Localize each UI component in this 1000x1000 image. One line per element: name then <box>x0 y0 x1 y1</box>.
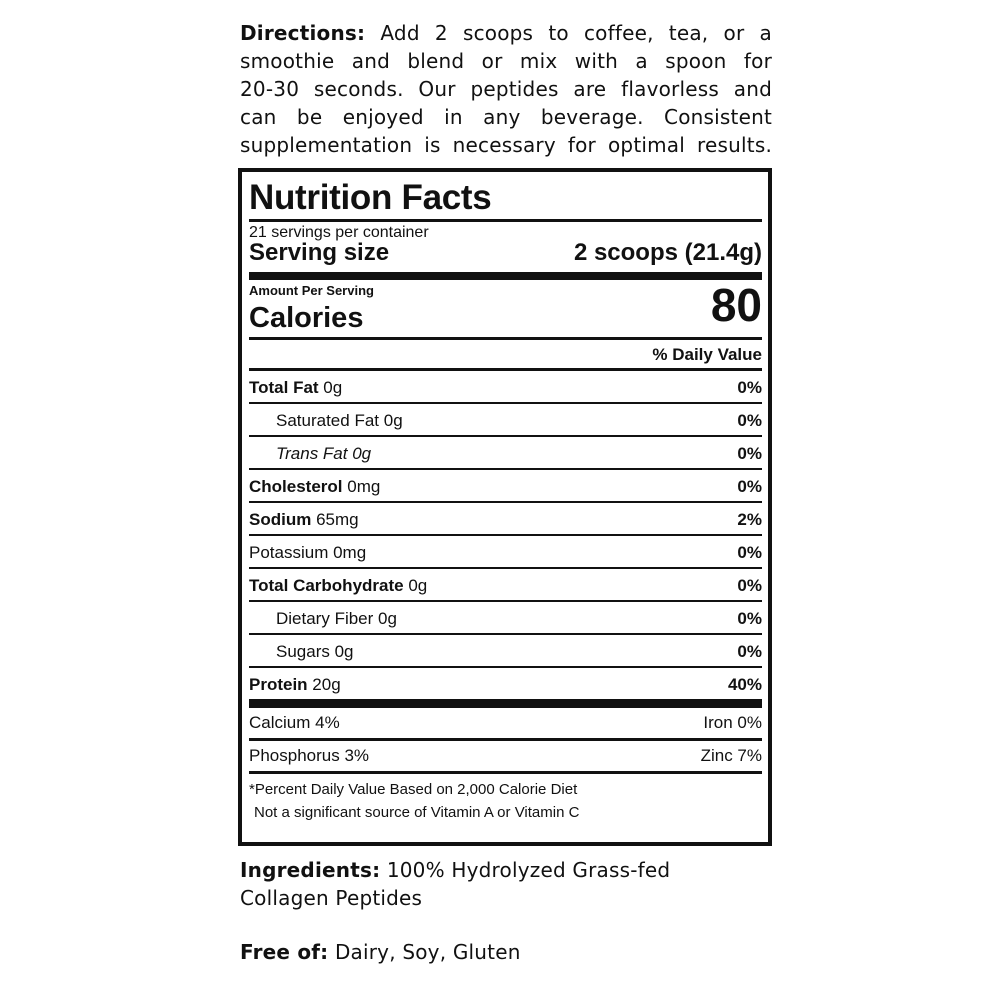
nutrient-daily-value: 0% <box>737 477 762 496</box>
label-title: Nutrition Facts <box>249 172 762 222</box>
nutrient-row <box>249 635 762 668</box>
nutrient-daily-value: 0% <box>737 543 762 562</box>
nutrient-row <box>249 668 762 708</box>
directions-text <box>240 19 772 159</box>
directions-line: supplementation is necessary for optimal results. <box>240 133 772 157</box>
footnotes <box>249 774 762 824</box>
nutrient-amount: 0g <box>347 444 372 463</box>
ingredients-label: Ingredients: <box>240 858 381 882</box>
nutrient-row <box>249 470 762 503</box>
serving-size-label: Serving size <box>249 239 390 266</box>
nutrient-daily-value: 0% <box>737 609 762 628</box>
directions-label: Directions: <box>240 21 366 45</box>
nutrient-row <box>249 437 762 470</box>
nutrient-name: Sugars <box>276 642 330 661</box>
directions-line: 20-30 seconds. Our peptides are flavorless and <box>240 77 772 101</box>
nutrient-row <box>249 371 762 404</box>
nutrient-daily-value: 0% <box>737 378 762 397</box>
nutrient-daily-value: 0% <box>737 411 762 430</box>
nutrient-amount: 0g <box>373 609 397 628</box>
nutrient-daily-value: 0% <box>737 642 762 661</box>
nutrient-name: Sodium <box>249 510 312 529</box>
vitamin-right: Zinc 7% <box>700 746 762 765</box>
nutrient-name: Total Carbohydrate <box>249 576 404 595</box>
nutrient-name: Dietary Fiber <box>276 609 374 628</box>
footnote: Not a significant source of Vitamin A or Vitamin C <box>254 804 580 821</box>
serving-size-value: 2 scoops (21.4g) <box>573 239 762 266</box>
nutrient-name: Total Fat <box>249 378 319 397</box>
calories-value: 80 <box>710 279 762 331</box>
nutrient-amount: 0g <box>403 576 428 595</box>
nutrient-amount: 20g <box>307 675 341 694</box>
nutrition-facts-label <box>238 168 772 846</box>
ingredients-text <box>240 856 772 912</box>
nutrient-amount: 0mg <box>342 477 381 496</box>
ingredients-line <box>240 856 772 884</box>
amount-per-serving: Amount Per Serving <box>249 283 374 298</box>
nutrient-name: Trans Fat <box>276 444 348 463</box>
vitamin-left: Phosphorus 3% <box>249 746 370 765</box>
vitamin-left: Calcium 4% <box>249 713 340 732</box>
nutrient-label <box>249 635 354 666</box>
free-of-line <box>240 938 772 966</box>
footnote: *Percent Daily Value Based on 2,000 Calorie Diet <box>249 781 578 798</box>
nutrient-label <box>249 404 403 435</box>
nutrient-row <box>249 569 762 602</box>
directions-line-text: Add 2 scoops to coffee, tea, or a <box>365 21 772 45</box>
ingredients-line: Collagen Peptides <box>240 886 423 910</box>
nutrient-daily-value: 2% <box>737 510 762 529</box>
vitamin-row <box>249 708 762 741</box>
nutrient-name: Protein <box>249 675 308 694</box>
servings-per-container: 21 servings per container <box>249 224 429 241</box>
free-of-value: Dairy, Soy, Gluten <box>328 940 521 964</box>
nutrient-daily-value: 0% <box>737 576 762 595</box>
nutrient-amount: 0mg <box>328 543 367 562</box>
calories-section <box>249 280 762 340</box>
nutrient-label <box>249 668 341 699</box>
nutrient-amount: 65mg <box>311 510 359 529</box>
nutrient-label <box>249 503 359 534</box>
directions-line <box>240 19 772 47</box>
nutrient-row <box>249 404 762 437</box>
nutrient-amount: 0g <box>329 642 354 661</box>
nutrient-name: Potassium <box>249 543 329 562</box>
nutrient-name: Saturated Fat <box>276 411 380 430</box>
nutrient-label <box>249 437 371 468</box>
nutrient-list <box>249 371 762 708</box>
directions-line: smoothie and blend or mix with a spoon for <box>240 49 772 73</box>
nutrient-name: Cholesterol <box>249 477 343 496</box>
daily-value-header: % Daily Value <box>249 340 762 371</box>
nutrient-row <box>249 503 762 536</box>
nutrient-row <box>249 602 762 635</box>
serving-size-row <box>249 240 762 280</box>
vitamin-right: Iron 0% <box>703 713 762 732</box>
nutrient-label <box>249 371 342 402</box>
calories-label: Calories <box>249 302 364 334</box>
nutrient-amount: 0g <box>318 378 343 397</box>
nutrient-label <box>249 536 366 567</box>
nutrient-label <box>249 470 380 501</box>
ingredients-line-text: 100% Hydrolyzed Grass-fed <box>380 858 671 882</box>
directions-line: can be enjoyed in any beverage. Consistent <box>240 105 772 129</box>
nutrient-daily-value: 0% <box>737 444 762 463</box>
free-of-label: Free of: <box>240 940 329 964</box>
nutrient-row <box>249 536 762 569</box>
vitamin-row <box>249 741 762 774</box>
nutrient-amount: 0g <box>379 411 403 430</box>
free-of-text <box>240 938 772 966</box>
nutrient-daily-value: 40% <box>727 675 762 694</box>
nutrient-label <box>249 569 427 600</box>
nutrient-label <box>249 602 397 633</box>
